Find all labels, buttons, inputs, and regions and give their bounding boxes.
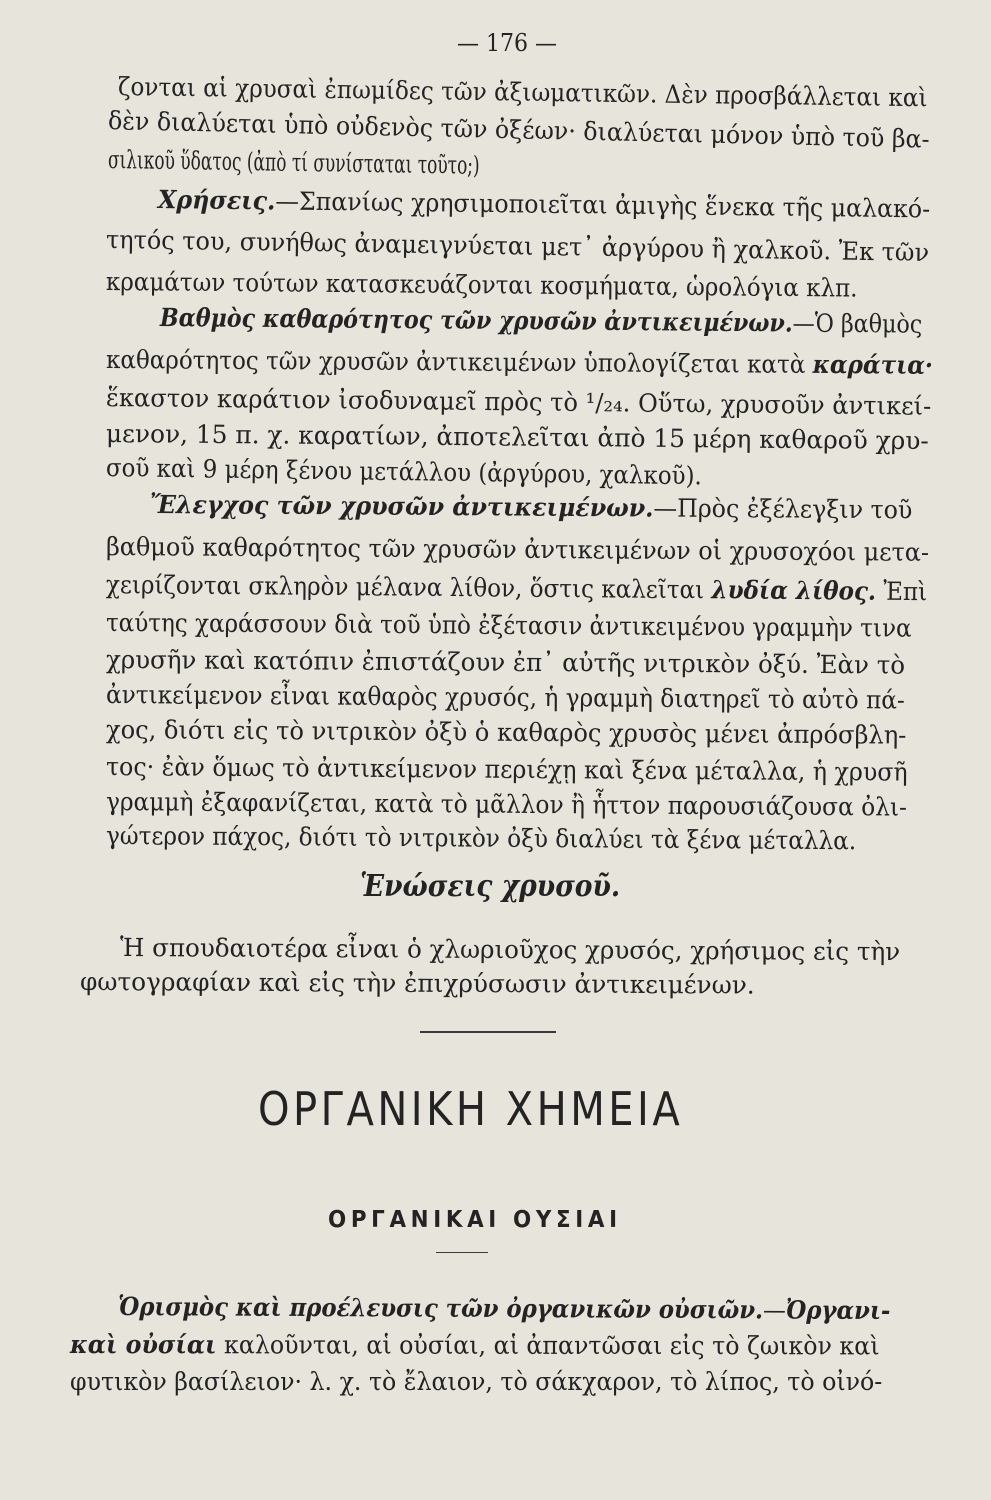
text-line: Ἔλεγχος τῶν χρυσῶν ἀντικειμένων.—Πρὸς ἐξέλεγξιν τοῦ <box>149 490 913 525</box>
text-line: γώτερον πάχος, διότι τὸ νιτρικὸν ὀξὺ διαλύει τὰ ξένα μέταλλα. <box>105 821 857 856</box>
emphasis: λυδία λίθος. <box>711 575 877 606</box>
chapter-title: ΟΡΓΑΝΙΚΗ ΧΗΜΕΙΑ <box>258 1082 684 1136</box>
text-line: χρυσῆν καὶ κατόπιν ἐπιστάζουν ἐπ᾽ αὐτῆς νιτρικὸν ὀξύ. Ἐὰν τὸ <box>105 645 906 680</box>
subtitle-rule <box>436 1252 488 1253</box>
text-line: ἀντικείμενον εἶναι καθαρὸς χρυσός, ἡ γραμμὴ διατηρεῖ τὸ αὐτὸ πά- <box>105 680 905 715</box>
text-line: καθαρότητος τῶν χρυσῶν ἀντικειμένων ὑπολογίζεται κατὰ καράτια· <box>105 345 934 380</box>
paragraph-lead: Βαθμὸς καθαρότητος τῶν χρυσῶν ἀντικειμένων. <box>159 303 793 338</box>
text-line: ταύτης χαράσσουν διὰ τοῦ ὑπὸ ἐξέτασιν ἀντικειμένου γραμμὴν τινα <box>105 608 912 643</box>
text-line: ἕκαστον καράτιον ἰσοδυναμεῖ πρὸς τὸ ¹/₂₄. Οὕτω, χρυσοῦν ἀντικεί- <box>105 383 932 421</box>
text-line: καὶ οὐσίαι καλοῦνται, αἱ οὐσίαι, αἱ ἀπαντῶσαι εἰς τὸ ζωικὸν καὶ <box>69 1330 880 1361</box>
text-line: τος· ἐὰν ὅμως τὸ ἀντικείμενον περιέχῃ καὶ ξένα μέταλλα, ἡ χρυσῆ <box>105 752 908 787</box>
separator-rule <box>420 1031 556 1033</box>
paragraph-lead: Ὁρισμὸς καὶ προέλευσις τῶν ὀργανικῶν οὐσιῶν. <box>117 1292 764 1325</box>
emphasis: καράτια· <box>812 349 934 380</box>
text-line: χος, διότι εἰς τὸ νιτρικὸν ὀξὺ ὁ καθαρὸς χρυσὸς μένει ἀπρόσβλη- <box>105 715 907 750</box>
paragraph-lead: Ἔλεγχος τῶν χρυσῶν ἀντικειμένων. <box>149 490 654 523</box>
emphasis: Ὀργανι- <box>785 1295 891 1326</box>
section-heading: Ἑνώσεις χρυσοῦ. <box>360 869 621 904</box>
paragraph-lead: Χρήσεις. <box>157 185 276 216</box>
text-line: βαθμοῦ καθαρότητος τῶν χρυσῶν ἀντικειμένων οἱ χρυσοχόοι μετα- <box>105 532 930 567</box>
text-line: δὲν διαλύεται ὑπὸ οὐδενὸς τῶν ὀξέων· διαλύεται μόνον ὑπὸ τοῦ βα- <box>107 106 930 154</box>
text-line: κραμάτων τούτων κατασκευάζονται κοσμήματα, ὡρολόγια κλπ. <box>105 267 858 303</box>
text-line: τητός του, συνήθως ἀναμειγνύεται μετ᾽ ἀργύρου ἢ χαλκοῦ. Ἐκ τῶν <box>105 225 930 267</box>
text-line: Βαθμὸς καθαρότητος τῶν χρυσῶν ἀντικειμένων.—Ὁ βαθμὸς <box>159 303 923 339</box>
page-number: — 176 — <box>457 29 558 57</box>
text-line: σοῦ καὶ 9 μέρη ξένου μετάλλου (ἀργύρου, χαλκοῦ). <box>105 453 703 491</box>
text-line: γραμμὴ ἐξαφανίζεται, κατὰ τὸ μᾶλλον ἢ ἧττον παρουσιάζουσα ὀλι- <box>105 787 908 822</box>
text-line: ζονται αἱ χρυσαὶ ἐπωμίδες τῶν ἀξιωματικῶν. Δὲν προσβάλλεται καὶ <box>117 72 928 113</box>
text-line: φυτικὸν βασίλειον· λ. χ. τὸ ἔλαιον, τὸ σάκχαρον, τὸ λίπος, τὸ οἰνό- <box>70 1367 883 1396</box>
text-line: Χρήσεις.—Σπανίως χρησιμοποιεῖται ἀμιγὴς ἕνεκα τῆς μαλακό- <box>157 185 931 224</box>
text-line: φωτογραφίαν καὶ εἰς τὴν ἐπιχρύσωσιν ἀντικειμένων. <box>79 967 755 1000</box>
text-line: σιλικοῦ ὕδατος (ἀπὸ τί συνίσταται τοῦτο;) <box>107 145 480 180</box>
text-line: Ὁρισμὸς καὶ προέλευσις τῶν ὀργανικῶν οὐσιῶν.—Ὀργανι- <box>117 1292 891 1326</box>
text-line: Ἡ σπουδαιοτέρα εἶναι ὁ χλωριοῦχος χρυσός, χρήσιμος εἰς τὴν <box>119 933 901 967</box>
paragraph-lead: καὶ οὐσίαι <box>69 1330 217 1360</box>
text-line: μενον, 15 π. χ. καρατίων, ἀποτελεῖται ἀπὸ 15 μέρη καθαροῦ χρυ- <box>105 419 929 456</box>
text-line: χειρίζονται σκληρὸν μέλανα λίθον, ὅστις καλεῖται λυδία λίθος. Ἐπὶ <box>105 570 928 607</box>
chapter-subtitle: ΟΡΓΑΝΙΚΑΙ ΟΥΣΙΑΙ <box>328 1207 622 1233</box>
